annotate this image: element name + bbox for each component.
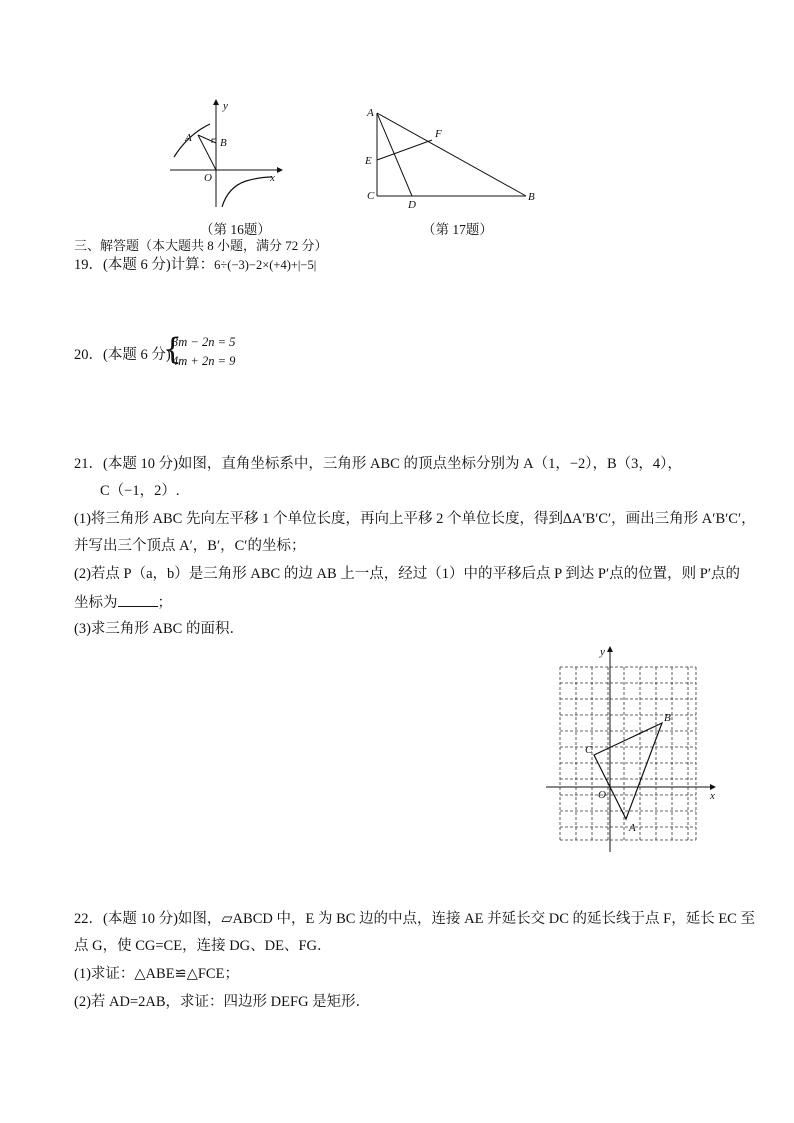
q22-line2: 点 G，使 CG=CE，连接 DG、DE、FG． xyxy=(74,938,332,954)
coordinate-grid-figure xyxy=(540,640,725,860)
q21-part2-text: 坐标为 xyxy=(74,595,118,611)
q19-expression: 6÷(−3)−2×(+4)+|−5| xyxy=(214,258,317,272)
grid-label-x: x xyxy=(710,790,715,802)
fig16-label-x: x xyxy=(270,172,275,184)
fig17-label-D: D xyxy=(408,199,416,210)
section-heading: 三、解答题（本大题共 8 小题，满分 72 分） xyxy=(74,238,328,253)
q20-eq1: 3m − 2n = 5 xyxy=(172,335,236,349)
fig17-label-A: A xyxy=(367,107,374,119)
q21-line1: 21．(本题 10 分)如图，直角坐标系中，三角形 ABC 的顶点坐标分别为 A（1，−2），B（3，4）， xyxy=(74,456,682,472)
fig17-label-B: B xyxy=(528,191,535,203)
grid-label-B: B xyxy=(664,712,671,724)
fig17-segment-AB xyxy=(377,113,526,196)
q21-part2-end: ； xyxy=(157,595,172,611)
fig17-segment-AD xyxy=(377,113,412,196)
q21-part1-line1: (1)将三角形 ABC 先向左平移 1 个单位长度，再向上平移 2 个单位长度，得到∆A′B′C′，画出三角形 A′B′C′， xyxy=(74,511,756,527)
q21-part1-line2: 并写出三个顶点 A′，B′，C′的坐标； xyxy=(74,538,306,554)
q22-part1: (1)求证：△ABE≌△FCE； xyxy=(74,966,239,982)
fig16-hyperbola-right xyxy=(222,177,272,207)
grid-label-O: O xyxy=(598,789,606,801)
q21-part2-line1: (2)若点 P（a，b）是三角形 ABC 的边 AB 上一点，经过（1）中的平移后点 P 到达 P′点的位置，则 P′点的 xyxy=(74,566,740,582)
fig17-label-E: E xyxy=(365,155,372,167)
fig16-y-arrow xyxy=(213,99,219,105)
q20-eq2: 4m + 2n = 9 xyxy=(172,354,236,368)
q19-label: 19．(本题 6 分)计算： xyxy=(74,257,215,273)
grid-label-y: y xyxy=(600,646,605,658)
fig16-label-y: y xyxy=(223,100,228,112)
caption-fig17: （第 17题） xyxy=(422,222,493,237)
fig17-label-C: C xyxy=(367,190,375,202)
fig16-hyperbola-left xyxy=(174,124,210,157)
q21-line2: C（−1，2）. xyxy=(100,483,180,499)
q22-part2: (2)若 AD=2AB，求证：四边形 DEFG 是矩形． xyxy=(74,994,371,1010)
fig16-label-B: B xyxy=(220,137,227,149)
grid-label-C: C xyxy=(585,744,593,756)
figure-17 xyxy=(358,100,543,210)
q20-equations xyxy=(172,333,235,371)
fig16-label-A: A xyxy=(185,132,192,144)
figure-16 xyxy=(160,95,290,215)
q19-line xyxy=(74,256,316,274)
grid-y-arrow xyxy=(607,646,613,652)
triangle-ABC xyxy=(594,723,662,819)
fig17-label-F: F xyxy=(435,128,442,140)
fig16-label-O: O xyxy=(204,172,212,184)
caption-fig16: （第 16题） xyxy=(200,222,271,237)
answer-blank[interactable] xyxy=(118,593,158,607)
fig16-segment-AO xyxy=(198,135,216,170)
q22-line1: 22．(本题 10 分)如图，▱ABCD 中，E 为 BC 边的中点，连接 AE 并延长交 DC 的延长线于点 F，延长 EC 至 xyxy=(74,911,755,927)
grid-label-A: A xyxy=(629,822,636,834)
q20-label: 20．(本题 6 分) xyxy=(74,347,171,363)
q20-brace: { xyxy=(163,332,183,367)
fig16-x-arrow xyxy=(277,167,283,173)
q21-part2-line2 xyxy=(74,593,172,612)
fig17-segment-EF xyxy=(377,140,432,160)
q21-part3: (3)求三角形 ABC 的面积． xyxy=(74,621,244,637)
